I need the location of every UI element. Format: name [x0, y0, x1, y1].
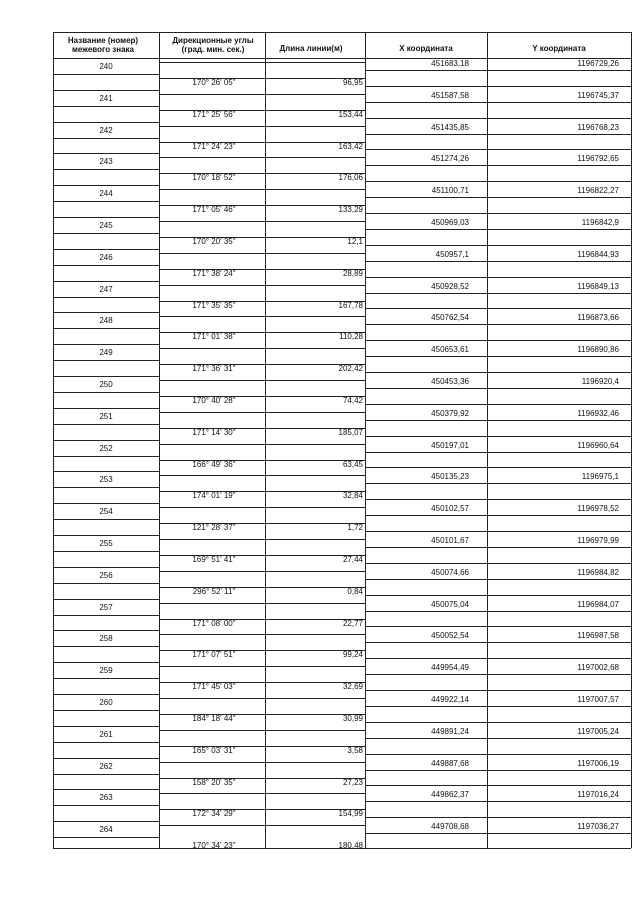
row-divider — [365, 563, 631, 564]
point-name: 250 — [99, 380, 113, 389]
header-name: Название (номер) межевого знака — [67, 36, 139, 54]
row-divider — [53, 138, 159, 139]
point-y: 1196975,1 — [581, 472, 619, 482]
row-divider — [159, 126, 365, 127]
row-divider — [53, 662, 159, 663]
point-x: 451100,71 — [431, 186, 469, 196]
point-x: 450379,92 — [431, 408, 469, 418]
point-y: 1196890,86 — [577, 345, 619, 355]
row-divider — [365, 642, 631, 643]
point-name: 242 — [99, 125, 113, 135]
point-y: 1196745,37 — [577, 90, 619, 100]
segment-length: 1,72 — [347, 523, 363, 533]
row-divider — [365, 595, 631, 596]
point-y: 1196849,13 — [577, 281, 619, 291]
table-border-top — [53, 32, 631, 33]
header-length: Длина линии(м) — [279, 44, 343, 53]
row-divider — [365, 134, 631, 135]
segment-length: 22,77 — [342, 618, 363, 628]
segment-length: 185,07 — [338, 427, 363, 437]
row-divider — [53, 90, 159, 91]
row-divider — [53, 535, 159, 536]
point-name: 240 — [99, 62, 113, 71]
row-divider — [365, 706, 631, 707]
segment-angle: 171° 01' 38" — [192, 332, 236, 342]
segment-angle: 171° 45' 03" — [192, 682, 236, 692]
point-name: 263 — [99, 793, 113, 803]
point-y: 1196978,52 — [577, 504, 619, 514]
row-divider — [53, 408, 159, 409]
column-divider — [631, 32, 632, 848]
point-name: 255 — [99, 539, 113, 548]
segment-length: 176,06 — [338, 173, 363, 183]
row-divider — [159, 730, 365, 731]
segment-length: 133,29 — [338, 205, 363, 215]
row-divider — [365, 388, 631, 389]
segment-angle: 169° 51' 41" — [192, 555, 236, 564]
point-x: 449887,68 — [431, 758, 469, 768]
row-divider — [53, 567, 159, 568]
row-divider — [365, 436, 631, 437]
row-divider — [365, 674, 631, 675]
row-divider — [365, 118, 631, 119]
row-divider — [365, 611, 631, 612]
row-divider — [365, 308, 631, 309]
row-divider — [365, 181, 631, 182]
header-angle: Дирекционные углы (град. мин. сек.) — [172, 36, 254, 54]
segment-length: 202,42 — [338, 364, 363, 374]
row-divider — [53, 742, 159, 743]
row-divider — [53, 694, 159, 695]
row-divider — [365, 324, 631, 325]
segment-length: 153,44 — [338, 109, 363, 119]
point-x: 450653,61 — [431, 345, 469, 355]
point-y: 1196729,26 — [577, 59, 619, 68]
point-y: 1196984,07 — [577, 599, 619, 609]
row-divider — [365, 340, 631, 341]
row-divider — [53, 710, 159, 711]
row-divider — [365, 356, 631, 357]
row-divider — [159, 348, 365, 349]
point-y: 1196984,82 — [577, 567, 619, 577]
row-divider — [365, 86, 631, 87]
segment-angle: 165° 03' 31" — [192, 745, 236, 755]
point-name: 245 — [99, 221, 113, 230]
header-x: X координата — [399, 44, 453, 53]
point-x: 449708,68 — [431, 822, 469, 832]
row-divider — [53, 487, 159, 488]
point-x: 451587,58 — [431, 90, 469, 100]
row-divider — [365, 531, 631, 532]
point-x: 450074,66 — [431, 567, 469, 577]
row-divider — [159, 221, 365, 222]
point-name: 264 — [99, 825, 113, 835]
row-divider — [53, 233, 159, 234]
point-x: 450197,01 — [431, 440, 469, 450]
row-divider — [53, 503, 159, 504]
row-divider — [53, 583, 159, 584]
row-divider — [159, 285, 365, 286]
segment-angle: 171° 25' 56" — [192, 109, 236, 119]
row-divider — [159, 603, 365, 604]
row-divider — [53, 344, 159, 345]
row-divider — [53, 646, 159, 647]
row-divider — [159, 62, 365, 63]
row-divider — [159, 444, 365, 445]
row-divider — [159, 698, 365, 699]
header-y: Y координата — [532, 44, 586, 53]
segment-angle: 158° 20' 35" — [192, 777, 236, 787]
segment-length: 154,99 — [338, 809, 363, 819]
row-divider — [159, 507, 365, 508]
point-y: 1196873,66 — [577, 313, 619, 323]
point-name: 252 — [99, 443, 113, 453]
row-divider — [159, 412, 365, 413]
column-divider — [159, 32, 160, 848]
row-divider — [365, 404, 631, 405]
row-divider — [159, 571, 365, 572]
row-divider — [53, 265, 159, 266]
segment-length: 110,28 — [339, 332, 363, 342]
point-name: 257 — [99, 602, 113, 612]
segment-length: 27,23 — [342, 777, 363, 787]
segment-length: 0,84 — [347, 586, 363, 596]
point-x: 450453,36 — [431, 377, 469, 386]
point-x: 450135,23 — [431, 472, 469, 482]
row-divider — [365, 833, 631, 834]
row-divider — [365, 165, 631, 166]
row-divider — [365, 229, 631, 230]
row-divider — [159, 634, 365, 635]
point-x: 450969,03 — [431, 218, 469, 227]
point-name: 247 — [99, 284, 113, 294]
row-divider — [365, 754, 631, 755]
row-divider — [159, 762, 365, 763]
row-divider — [53, 201, 159, 202]
column-divider — [265, 32, 266, 848]
row-divider — [53, 360, 159, 361]
row-divider — [53, 821, 159, 822]
point-y: 1197005,24 — [577, 726, 619, 736]
row-divider — [159, 793, 365, 794]
segment-angle: 171° 14' 30" — [192, 427, 236, 437]
segment-angle: 170° 20' 35" — [192, 237, 236, 246]
row-divider — [53, 106, 159, 107]
point-x: 449891,24 — [431, 726, 469, 736]
point-x: 449862,37 — [431, 790, 469, 800]
row-divider — [53, 424, 159, 425]
point-name: 248 — [99, 316, 113, 326]
row-divider — [53, 74, 159, 75]
segment-angle: 170° 40' 28" — [192, 396, 236, 405]
header-divider — [53, 58, 631, 59]
row-divider — [53, 678, 159, 679]
segment-angle: 171° 35' 35" — [192, 300, 236, 310]
row-divider — [365, 770, 631, 771]
point-name: 254 — [99, 507, 113, 517]
point-y: 1196822,27 — [577, 186, 619, 196]
row-divider — [53, 456, 159, 457]
row-divider — [53, 630, 159, 631]
point-x: 450957,1 — [435, 249, 469, 259]
row-divider — [53, 615, 159, 616]
segment-length: 30,99 — [342, 714, 363, 723]
row-divider — [365, 579, 631, 580]
row-divider — [53, 837, 159, 838]
point-x: 450102,57 — [431, 504, 469, 514]
row-divider — [159, 825, 365, 826]
point-x: 450052,54 — [431, 631, 469, 641]
row-divider — [53, 519, 159, 520]
row-divider — [365, 261, 631, 262]
point-name: 259 — [99, 666, 113, 676]
row-divider — [365, 245, 631, 246]
point-y: 1196932,46 — [577, 408, 619, 418]
point-y: 1197036,27 — [577, 822, 619, 832]
row-divider — [365, 626, 631, 627]
row-divider — [53, 312, 159, 313]
row-divider — [53, 122, 159, 123]
segment-length: 63,45 — [342, 459, 363, 469]
point-name: 253 — [99, 475, 113, 485]
column-divider — [365, 32, 366, 848]
segment-length: 32,84 — [342, 491, 363, 501]
segment-angle: 174° 01' 19" — [192, 491, 236, 501]
row-divider — [53, 153, 159, 154]
row-divider — [53, 726, 159, 727]
row-divider — [365, 515, 631, 516]
segment-length: 99,24 — [342, 650, 363, 660]
row-divider — [365, 420, 631, 421]
segment-length: 32,69 — [342, 682, 363, 692]
segment-length: 12,1 — [347, 237, 363, 246]
point-name: 261 — [99, 729, 113, 739]
row-divider — [365, 658, 631, 659]
point-y: 1196987,58 — [577, 631, 619, 641]
row-divider — [53, 328, 159, 329]
row-divider — [365, 722, 631, 723]
point-name: 256 — [99, 570, 113, 580]
row-divider — [53, 185, 159, 186]
point-y: 1197006,19 — [577, 758, 619, 768]
row-divider — [365, 102, 631, 103]
point-x: 451274,26 — [431, 154, 469, 164]
row-divider — [365, 197, 631, 198]
row-divider — [53, 758, 159, 759]
point-x: 450928,52 — [431, 281, 469, 291]
row-divider — [53, 376, 159, 377]
row-divider — [365, 785, 631, 786]
point-x: 451435,85 — [431, 122, 469, 132]
row-divider — [365, 801, 631, 802]
point-y: 1196842,9 — [581, 218, 619, 227]
row-divider — [53, 249, 159, 250]
point-name: 260 — [99, 698, 113, 707]
row-divider — [53, 169, 159, 170]
segment-length: 96,95 — [342, 78, 363, 87]
segment-angle: 171° 24' 23" — [192, 141, 236, 151]
segment-length: 3,58 — [347, 745, 363, 755]
row-divider — [53, 471, 159, 472]
segment-angle: 171° 38' 24" — [192, 268, 236, 278]
row-divider — [53, 551, 159, 552]
row-divider — [365, 213, 631, 214]
row-divider — [365, 452, 631, 453]
point-name: 243 — [99, 157, 113, 167]
point-y: 1196960,64 — [577, 440, 619, 450]
row-divider — [159, 189, 365, 190]
row-divider — [159, 94, 365, 95]
row-divider — [53, 440, 159, 441]
row-divider — [365, 738, 631, 739]
row-divider — [365, 277, 631, 278]
point-x: 449954,49 — [431, 663, 469, 673]
segment-angle: 121° 28' 37" — [192, 523, 236, 533]
row-divider — [159, 253, 365, 254]
row-divider — [365, 690, 631, 691]
segment-angle: 172° 34' 29" — [192, 809, 236, 819]
row-divider — [365, 483, 631, 484]
point-x: 449922,14 — [431, 695, 469, 704]
segment-length: 180,48 — [338, 841, 363, 851]
point-y: 1197002,68 — [577, 663, 619, 673]
point-y: 1196979,99 — [577, 536, 619, 545]
point-y: 1197016,24 — [577, 790, 619, 800]
point-name: 249 — [99, 348, 113, 358]
row-divider — [365, 70, 631, 71]
segment-angle: 171° 05' 46" — [192, 205, 236, 215]
row-divider — [159, 539, 365, 540]
row-divider — [365, 467, 631, 468]
segment-angle: 171° 08' 00" — [192, 618, 236, 628]
row-divider — [365, 817, 631, 818]
point-name: 258 — [99, 634, 113, 644]
row-divider — [159, 475, 365, 476]
point-name: 244 — [99, 189, 113, 199]
row-divider — [365, 547, 631, 548]
row-divider — [53, 281, 159, 282]
point-x: 450762,54 — [431, 313, 469, 323]
row-divider — [159, 380, 365, 381]
segment-angle: 184° 18' 44" — [192, 714, 236, 723]
row-divider — [159, 316, 365, 317]
segment-angle: 171° 07' 51" — [192, 650, 236, 660]
segment-length: 167,78 — [338, 300, 363, 310]
segment-angle: 166° 49' 36" — [192, 459, 236, 469]
row-divider — [159, 157, 365, 158]
point-name: 251 — [99, 411, 113, 421]
row-divider — [365, 372, 631, 373]
row-divider — [53, 217, 159, 218]
point-x: 450075,04 — [431, 599, 469, 609]
point-name: 241 — [99, 93, 113, 103]
point-y: 1196768,23 — [577, 122, 619, 132]
coordinates-table — [53, 32, 631, 851]
row-divider — [53, 805, 159, 806]
row-divider — [53, 392, 159, 393]
row-divider — [159, 666, 365, 667]
row-divider — [53, 774, 159, 775]
column-divider — [487, 32, 488, 848]
segment-angle: 171° 36' 31" — [192, 364, 236, 374]
point-x: 450101,67 — [431, 536, 469, 545]
row-divider — [365, 293, 631, 294]
segment-length: 74,42 — [342, 396, 363, 405]
segment-angle: 170° 26' 05" — [192, 78, 236, 87]
point-y: 1196844,93 — [577, 249, 619, 259]
segment-length: 27,44 — [342, 555, 363, 564]
segment-angle: 170° 34' 23" — [192, 841, 236, 851]
segment-angle: 296° 52' 11" — [192, 586, 236, 596]
row-divider — [53, 297, 159, 298]
point-y: 1196792,65 — [577, 154, 619, 164]
row-divider — [53, 599, 159, 600]
point-name: 262 — [99, 761, 113, 771]
point-name: 246 — [99, 252, 113, 262]
point-y: 1196920,4 — [581, 377, 619, 386]
row-divider — [365, 499, 631, 500]
segment-length: 28,89 — [342, 268, 363, 278]
point-x: 451683,18 — [431, 59, 469, 68]
row-divider — [365, 149, 631, 150]
point-y: 1197007,57 — [577, 695, 619, 704]
segment-length: 163,42 — [338, 141, 363, 151]
segment-angle: 170° 18' 52" — [192, 173, 236, 183]
row-divider — [53, 789, 159, 790]
